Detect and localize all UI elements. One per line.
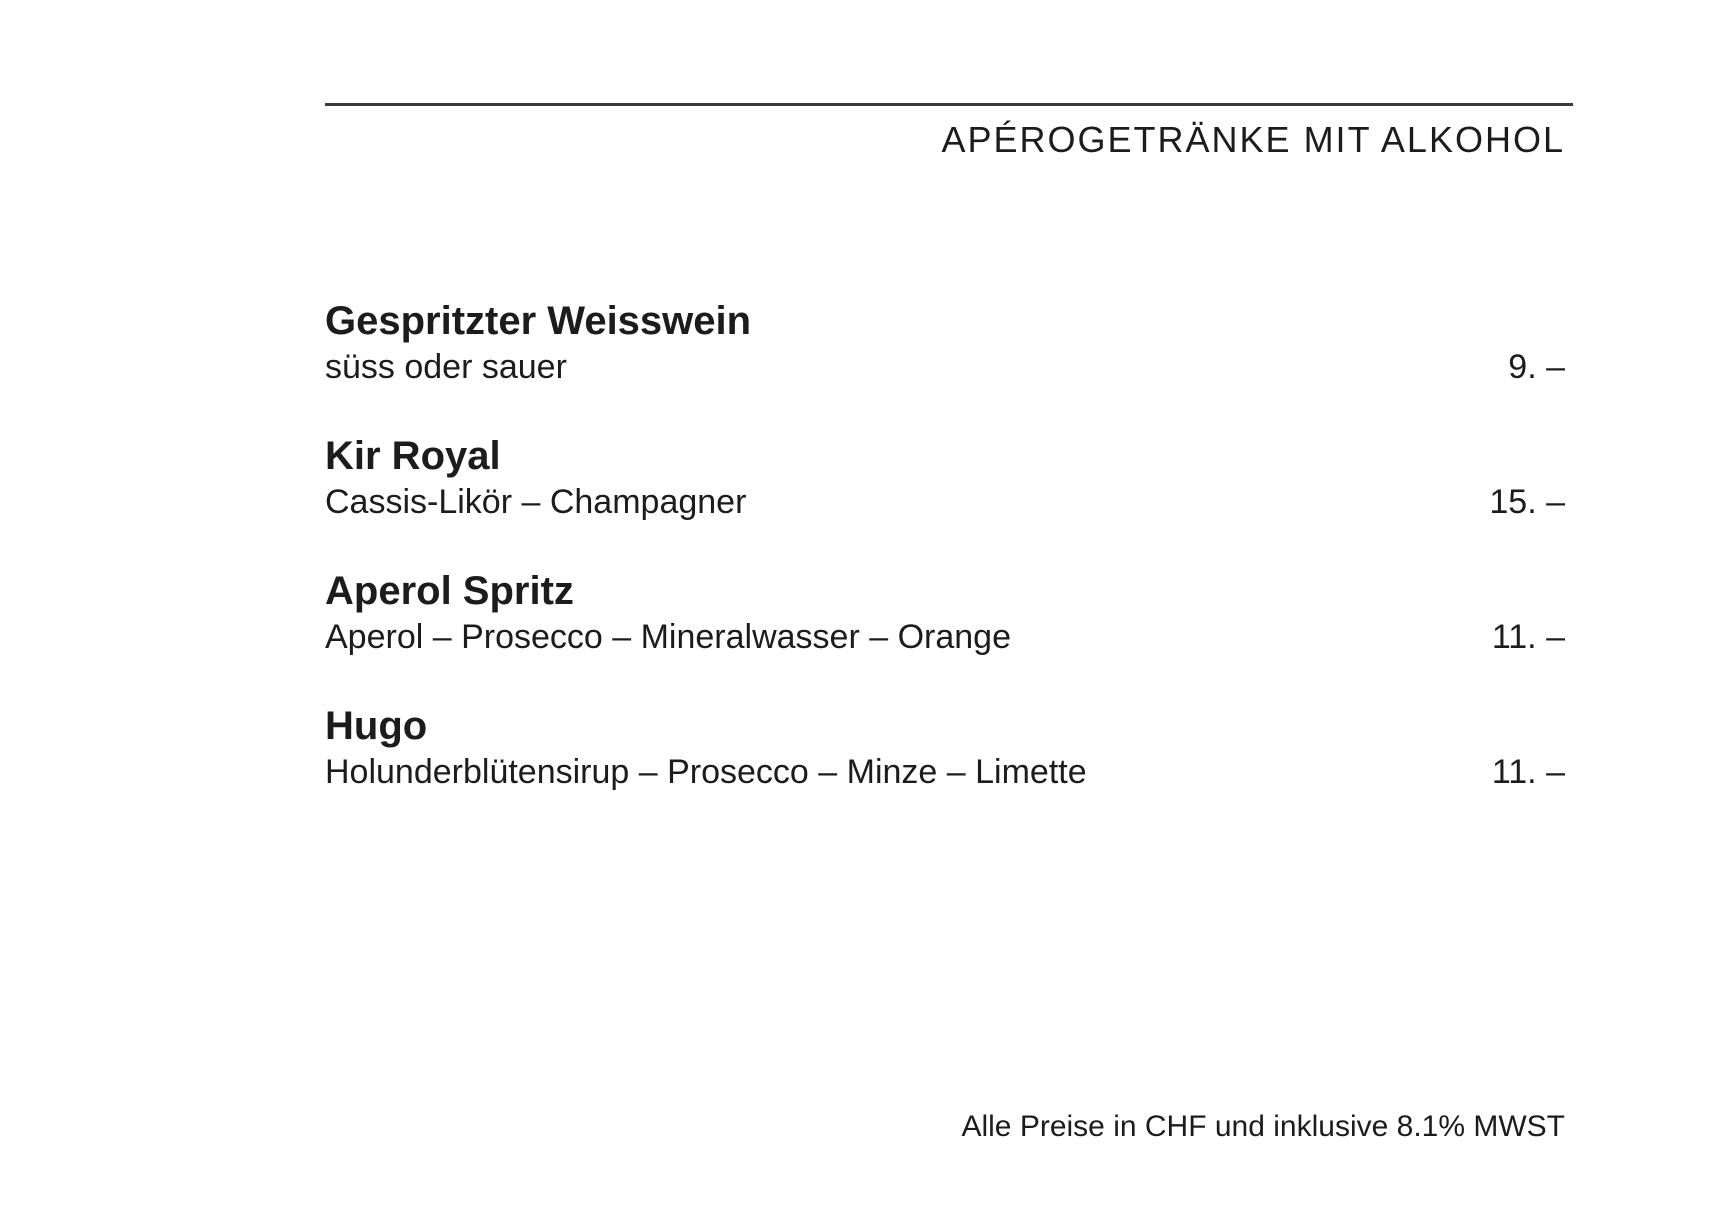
menu-item-4 <box>325 702 1573 794</box>
item-price: 15. – <box>1489 483 1565 521</box>
header-rule <box>325 103 1573 106</box>
item-description: Cassis-Likör – Champagner <box>325 483 747 521</box>
menu-item-3 <box>325 567 1573 659</box>
menu-item-2 <box>325 432 1573 524</box>
menu-content <box>325 103 1573 837</box>
item-name: Kir Royal <box>325 434 501 478</box>
item-name: Gespritzter Weisswein <box>325 299 752 343</box>
item-description: Holunderblütensirup – Prosecco – Minze – Limette <box>325 753 1087 791</box>
menu-section <box>325 297 1573 794</box>
item-price: 9. – <box>1508 348 1565 386</box>
item-name: Aperol Spritz <box>325 569 574 613</box>
item-price: 11. – <box>1491 753 1565 791</box>
item-row <box>325 750 1573 794</box>
item-price: 11. – <box>1491 618 1565 656</box>
item-row <box>325 480 1573 524</box>
item-row <box>325 345 1573 389</box>
item-row <box>325 615 1573 659</box>
item-name: Hugo <box>325 704 428 748</box>
page-title: APÉROGETRÄNKE MIT ALKOHOL <box>941 119 1565 160</box>
price-disclaimer: Alle Preise in CHF und inklusive 8.1% MWST <box>961 1110 1565 1143</box>
item-description: süss oder sauer <box>325 348 567 386</box>
item-description: Aperol – Prosecco – Mineralwasser – Orange <box>325 618 1011 656</box>
menu-item-1 <box>325 297 1573 389</box>
